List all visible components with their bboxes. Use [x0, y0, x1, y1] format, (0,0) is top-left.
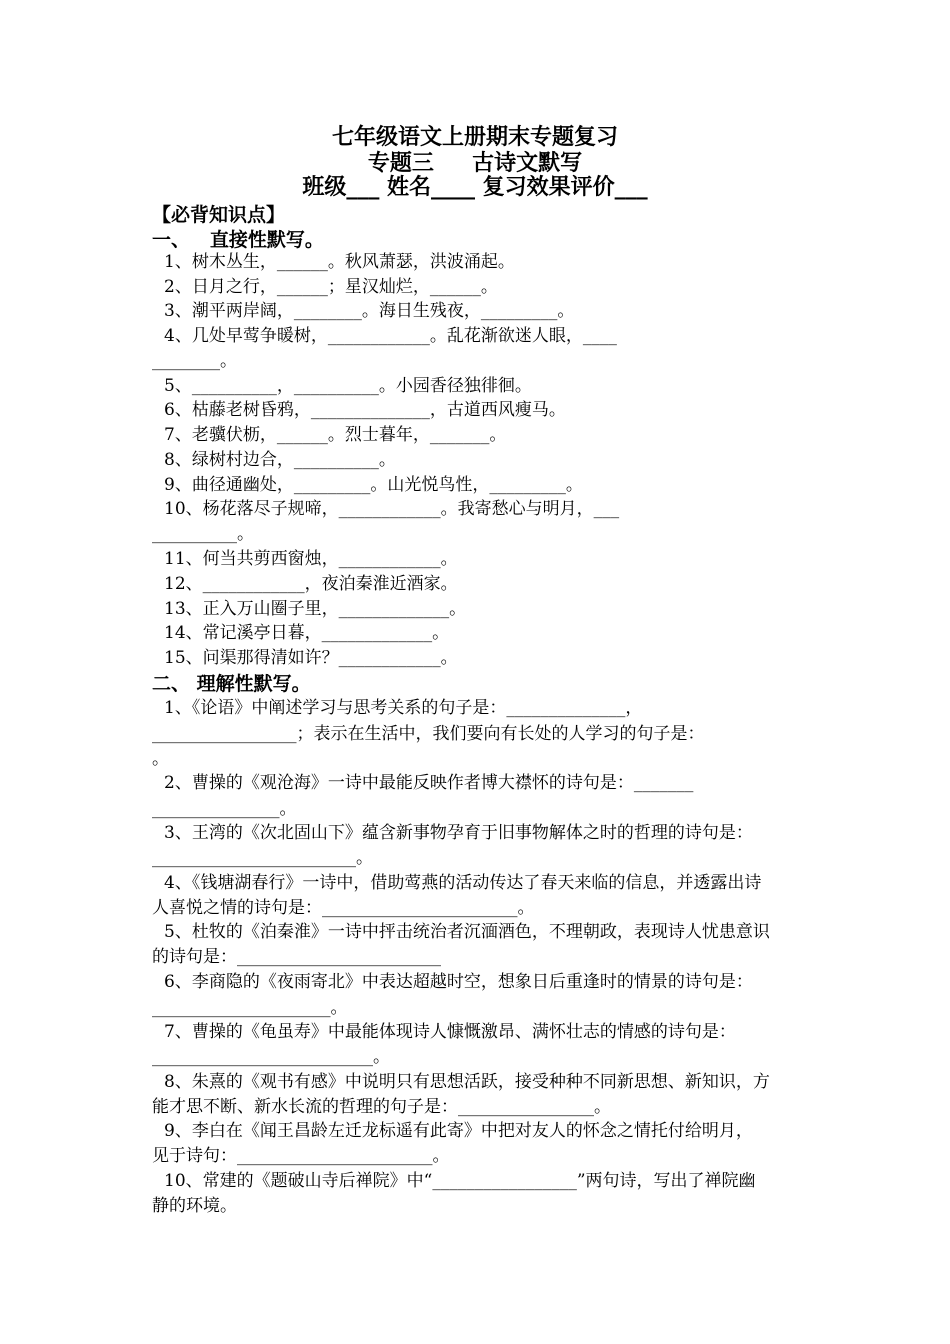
part2-item-continuation: ________________________。 — [152, 848, 373, 868]
part2-item: 2、曹操的《观沧海》一诗中最能反映作者博大襟怀的诗句是：_______ — [164, 773, 694, 793]
part1-item: 1、树木丛生，______。秋风萧瑟，洪波涌起。 — [164, 252, 515, 272]
part2-item-continuation: _______________。 — [152, 799, 297, 819]
part2-item-continuation: _________________；表示在生活中，我们要向有长处的人学习的句子是： — [152, 724, 705, 744]
part2-item: 3、王湾的《次北固山下》蕴含新事物孕育于旧事物解体之时的哲理的诗句是： — [164, 823, 753, 843]
part2-item: 8、朱熹的《观书有感》中说明只有思想活跃，接受种种不同新思想、新知识，方 — [164, 1072, 770, 1092]
part2-item-continuation: 人喜悦之情的诗句是：_______________________。 — [152, 898, 535, 918]
part1-item: 15、问渠那得清如许？____________。 — [164, 648, 458, 668]
part2-item: 5、杜牧的《泊秦淮》一诗中抨击统治者沉湎酒色，不理朝政，表现诗人忧患意识 — [164, 922, 770, 942]
part1-item: 3、潮平两岸阔，________。海日生残夜，_________。 — [164, 301, 575, 321]
part1-item: 2、日月之行，______；星汉灿烂，______。 — [164, 277, 498, 297]
section-header: 【必背知识点】 — [152, 204, 286, 226]
part2-item-continuation: 的诗句是：________________________ — [152, 947, 441, 967]
part1-item-continuation: __________。 — [152, 524, 254, 544]
part1-item-continuation: ________。 — [152, 351, 237, 371]
part2-item: 1、《论语》中阐述学习与思考关系的句子是：______________， — [164, 698, 643, 718]
part1-item: 10、杨花落尽子规啼，____________。我寄愁心与明月，___ — [164, 499, 620, 519]
student-info-line: 班级___ 姓名____ 复习效果评价___ — [302, 174, 648, 200]
part1-item: 5、__________，__________。小园香径独徘徊。 — [164, 376, 532, 396]
part2-item: 6、李商隐的《夜雨寄北》中表达超越时空，想象日后重逢时的情景的诗句是： — [164, 972, 753, 992]
part1-item: 14、常记溪亭日暮，_____________。 — [164, 623, 450, 643]
part2-heading: 二、 理解性默写。 — [152, 673, 311, 695]
part2-item: 9、李白在《闻王昌龄左迁龙标遥有此寄》中把对友人的怀念之情托付给明月， — [164, 1121, 753, 1141]
part2-item-continuation: 静的环境。 — [152, 1196, 237, 1216]
part2-item: 7、曹操的《龟虽寿》中最能体现诗人慷慨激昂、满怀壮志的情感的诗句是： — [164, 1022, 736, 1042]
part1-item: 13、正入万山圈子里，_____________。 — [164, 599, 467, 619]
part2-item: 4、《钱塘湖春行》一诗中，借助莺燕的活动传达了春天来临的信息，并透露出诗 — [164, 873, 762, 893]
part1-item: 4、几处早莺争暖树，____________。乱花渐欲迷人眼，____ — [164, 326, 617, 346]
document-subtitle: 专题三 古诗文默写 — [367, 150, 583, 176]
part2-item-continuation: __________________________。 — [152, 1047, 390, 1067]
part1-item: 7、老骥伏枥，______。烈士暮年，_______。 — [164, 425, 507, 445]
part2-item-continuation: 见于诗句：_______________________。 — [152, 1146, 450, 1166]
part2-item-continuation: _____________________。 — [152, 998, 348, 1018]
part2-item-continuation: 能才思不断、新水长流的哲理的句子是：________________。 — [152, 1097, 611, 1117]
part1-item: 9、曲径通幽处，_________。山光悦鸟性，_________。 — [164, 475, 583, 495]
part1-item: 12、____________，夜泊秦淮近酒家。 — [164, 574, 458, 594]
part2-item: 10、常建的《题破山寺后禅院》中“_________________”两句诗，写出了禅院幽 — [164, 1171, 756, 1191]
part1-heading: 一、 直接性默写。 — [152, 229, 324, 251]
part2-item-continuation: 。 — [152, 749, 169, 769]
part1-item: 6、枯藤老树昏鸦，______________，古道西风瘦马。 — [164, 400, 566, 420]
document-title: 七年级语文上册期末专题复习 — [331, 124, 618, 150]
part1-item: 11、何当共剪西窗烛，____________。 — [164, 549, 458, 569]
part1-item: 8、绿树村边合，__________。 — [164, 450, 396, 470]
